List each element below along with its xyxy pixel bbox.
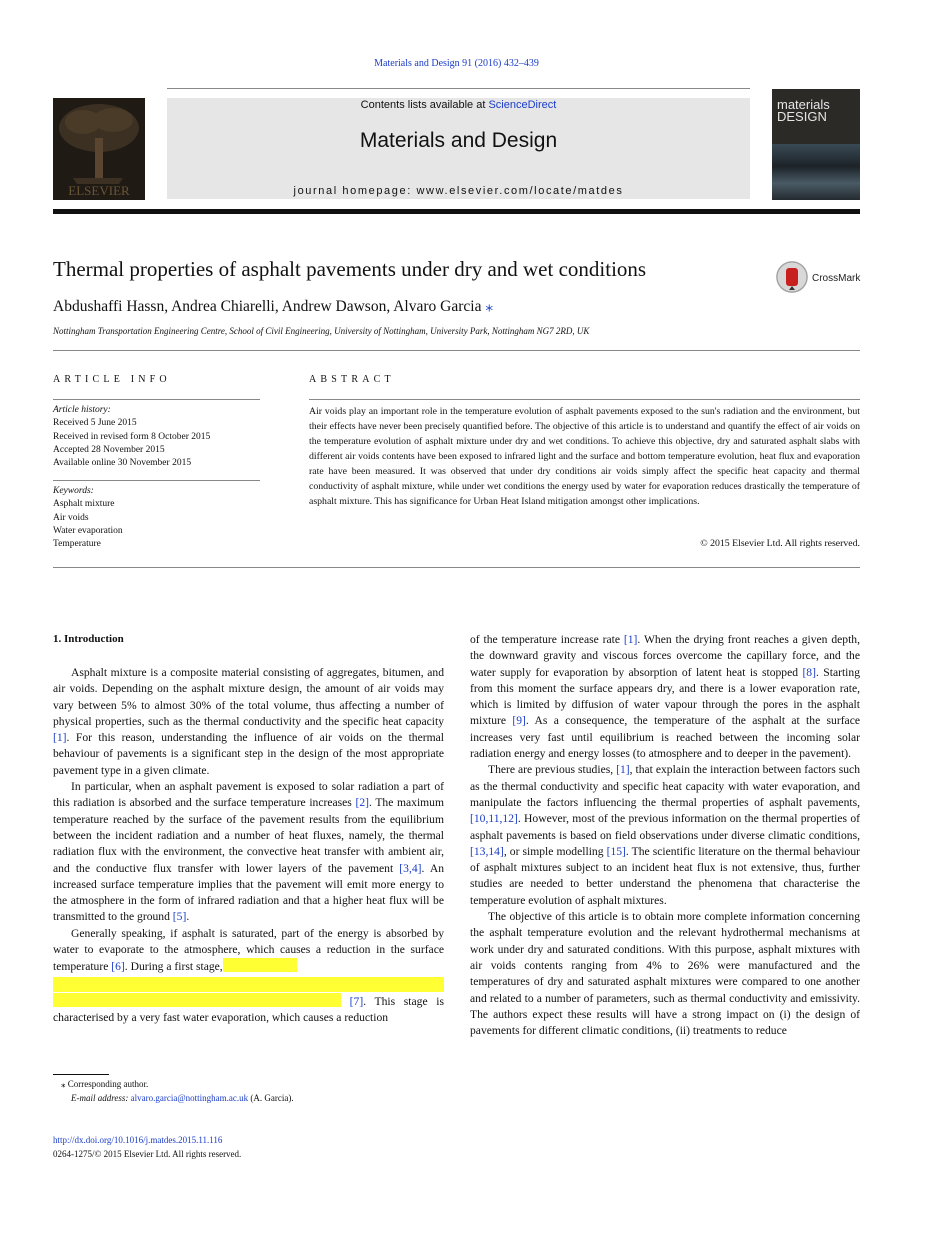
citation-link[interactable]: [1] [623, 633, 638, 646]
history-item: Accepted 28 November 2015 [53, 444, 165, 455]
elsevier-tree-icon [53, 98, 145, 200]
text-run: . For this reason, understanding the influence of air voids on the thermal behaviour of pavements is a significant step in the design of the most appropriate pavement type in a given climate. [53, 731, 444, 777]
body-column-left [53, 665, 444, 1026]
keyword: Asphalt mixture [53, 499, 115, 510]
keywords-block [53, 485, 260, 551]
cover-artwork [772, 144, 860, 200]
citation-link[interactable]: [1] [53, 731, 67, 745]
journal-reference-link[interactable]: Materials and Design 91 (2016) 432–439 [374, 58, 539, 69]
citation-link[interactable]: [8] [802, 665, 816, 679]
sciencedirect-link[interactable]: ScienceDirect [488, 99, 557, 111]
article-info-block [53, 404, 260, 470]
abstract-rule [309, 399, 860, 400]
text-run: . When the drying front reaches a given depth, the downward gravity and viscous forces overcome the capillary force, and the water supply for evaporation by absorption of latent heat is stopped [470, 633, 860, 679]
footnote-email-line [53, 1092, 294, 1106]
footnote-rule [53, 1074, 109, 1075]
cover-title-line2: DESIGN [777, 109, 827, 124]
highlight-redaction [53, 977, 444, 992]
paragraph [470, 762, 860, 909]
journal-homepage-link[interactable]: journal homepage: www.elsevier.com/locate/matdes [293, 185, 624, 197]
article-title: Thermal properties of asphalt pavements under dry and wet conditions [53, 257, 647, 281]
title-divider [53, 350, 860, 351]
footnote-mark: ⁎ [61, 1079, 66, 1089]
cover-title-line1: materials [777, 97, 830, 112]
article-info-rule [53, 399, 260, 400]
text-run: . Starting from this moment the surface appears dry, and there is a lower evaporation rate, which is limited by diffusion of water vapour through the pores in the asphalt mixture [470, 665, 860, 728]
abstract-copyright: © 2015 Elsevier Ltd. All rights reserved. [700, 538, 860, 549]
email-suffix: (A. Garcia). [248, 1092, 294, 1103]
text-run: . However, most of the previous information on the thermal properties of asphalt pavements is based on field observations under diverse climatic conditions, [470, 812, 860, 842]
abstract-text: Air voids play an important role in the temperature evolution of asphalt pavements exposed to the sun's radiation and the environment, but their effects have never been precisely quantified before. The objective of this article is to understand and quantify the effect of air voids on the temperature evolution of asphalt mixture under dry and wet conditions. To achieve this objective, dry and saturated asphalt slabs with different air voids contents have been exposed to infrared light and the surface and bottom temperature evolution, heat flux and evaporation rate have been measured. It was observed that under dry conditions air voids simply affect the specific heat capacity and thermal conductivity of asphalt mixture, while under wet conditions the energy used by water for evaporation reduces drastically the temperature of asphalt mixture. This has significance for Urban Heat Island mitigation amongst other implications. [309, 406, 860, 507]
citation-link[interactable]: [7] [349, 994, 364, 1008]
text-run: , that explain the interaction between factors such as the thermal conductivity and specific heat capacity with water evaporation, and manipulate the factors influencing the thermal properties of asphalt pavements, [470, 763, 861, 809]
citation-link[interactable]: [5] [172, 910, 187, 924]
abstract-divider [53, 567, 860, 568]
footnote [53, 1078, 294, 1105]
footnote-text: Corresponding author. [67, 1079, 149, 1089]
contents-prefix: Contents lists available at [360, 99, 489, 111]
paragraph [53, 926, 444, 1026]
citation-link[interactable]: [1] [616, 763, 630, 777]
history-item: Received 5 June 2015 [53, 418, 137, 429]
article-info-heading: ARTICLE INFO [53, 374, 171, 385]
elsevier-logo-wordmark: ELSEVIER [68, 183, 130, 198]
journal-cover-thumbnail[interactable] [772, 89, 860, 200]
keywords-rule [53, 480, 260, 481]
highlight-redaction [223, 958, 297, 972]
footnote-corresponding [53, 1078, 294, 1092]
highlight-redaction [53, 993, 341, 1007]
abstract-heading: ABSTRACT [309, 374, 395, 385]
paragraph [53, 779, 444, 926]
keyword: Temperature [53, 539, 101, 550]
author-list [53, 297, 493, 316]
text-run: . The scientific literature on the thermal behaviour of asphalt mixtures subject to an incident heat flux is not extensive, thus, further studies are needed to better understand the phenomena that characterise the temperature evolution of asphalt mixtures. [470, 844, 860, 907]
body-column-right [470, 632, 860, 1039]
text-run: Asphalt mixture is a composite material consisting of aggregates, bitumen, and air voids. Depending on the asphalt mixture design, the amount of air voids may vary between 5% to almost 30% of the total volume, thus affecting a number of physical properties, such as the thermal conductivity and the specific heat capacity [53, 666, 444, 728]
text-run: . The maximum temperature reached by the surface of the pavement results from the equilibrium between the incident radiation and a number of heat fluxes, namely, the thermal radiation flux with the environment, the convective heat transfer with ambient air, and the conductive flux transfer with lower layers of the pavement [53, 796, 444, 875]
text-run: . An increased surface temperature implies that the pavement will emit more energy to the atmosphere in the form of infrared radiation and that a higher heat flux will be transmitted to the ground [53, 861, 445, 924]
elsevier-logo [53, 98, 145, 200]
text-run: . [186, 910, 190, 924]
contents-line [167, 99, 750, 111]
history-item: Available online 30 November 2015 [53, 458, 192, 469]
keywords-label: Keywords: [53, 486, 94, 496]
citation-link[interactable]: [2] [355, 796, 369, 810]
keyword: Air voids [53, 512, 89, 523]
citation-link[interactable]: [6] [111, 960, 125, 974]
citation-link[interactable]: [9] [512, 714, 526, 728]
doi-block [53, 1134, 241, 1161]
crossmark-label[interactable]: CrossMark [812, 273, 861, 284]
text-run: . During a first stage, [124, 960, 223, 974]
text-run: There are previous studies, [488, 763, 617, 777]
crossmark-icon[interactable] [776, 261, 808, 293]
text-run: In particular, when an asphalt pavement is exposed to solar radiation a part of this radiation is absorbed and the surface temperature increases [53, 780, 444, 810]
corresponding-author-mark[interactable]: ⁎ [485, 298, 494, 315]
text-run: Generally speaking, if asphalt is saturated, part of the energy is absorbed by water to evaporate to the atmosphere, which causes a reduction in the surface temperature [53, 926, 444, 974]
authors-text: Abdushaffi Hassn, Andrea Chiarelli, Andrew Dawson, Alvaro Garcia [53, 298, 482, 315]
citation-link[interactable]: [13,14] [470, 844, 504, 858]
paragraph [53, 665, 444, 779]
text-run: . This stage is characterised by a very fast water evaporation, which causes a reduction [53, 994, 444, 1024]
affiliation: Nottingham Transportation Engineering Centre, School of Civil Engineering, University of Nottingham, University Park, Nottingham NG7 2RD, UK [53, 326, 590, 336]
author-email-link[interactable]: alvaro.garcia@nottingham.ac.uk [130, 1092, 249, 1103]
citation-link[interactable]: [3,4] [399, 861, 422, 875]
section-heading-introduction: 1. Introduction [53, 633, 124, 645]
header-thick-rule [53, 209, 860, 214]
doi-link[interactable]: http://dx.doi.org/10.1016/j.matdes.2015.11.116 [53, 1135, 223, 1145]
citation-link[interactable]: [15] [606, 844, 626, 858]
text-run: of the temperature increase rate [470, 633, 624, 646]
history-item: Received in revised form 8 October 2015 [53, 431, 211, 442]
keyword: Water evaporation [53, 525, 123, 536]
journal-title: Materials and Design [359, 129, 558, 152]
history-label: Article history: [53, 405, 111, 415]
text-run: , or simple modelling [503, 844, 607, 858]
cover-title [777, 99, 830, 123]
email-label: E-mail address: [71, 1092, 131, 1103]
text-run: . As a consequence, the temperature of the asphalt at the surface increases very fast until equilibrium is reached between the incoming solar radiation energy and energy losses (to atmosphere and to deeper in the pavement). [470, 714, 860, 761]
paragraph: The objective of this article is to obtain more complete information concerning the asphalt temperature evolution and the relevant hydrothermal mechanisms at work under dry and saturated conditions. With this purpose, asphalt mixtures with air voids contents ranging from 4% to 26% were manufactured and the temperatures of dry and saturated asphalt mixtures were compared to one another and related to a number of parameters, such as thermal conductivity and emissivity. The authors expect these results will have a strong impact on (i) the design of pavements for different climatic conditions, (ii) treatments to reduce [470, 910, 860, 1038]
paragraph [470, 632, 860, 762]
issn-copyright: 0264-1275/© 2015 Elsevier Ltd. All rights reserved. [53, 1148, 242, 1159]
header-top-rule [167, 88, 750, 89]
citation-link[interactable]: [10,11,12] [470, 812, 518, 826]
journal-header-box [167, 98, 750, 199]
